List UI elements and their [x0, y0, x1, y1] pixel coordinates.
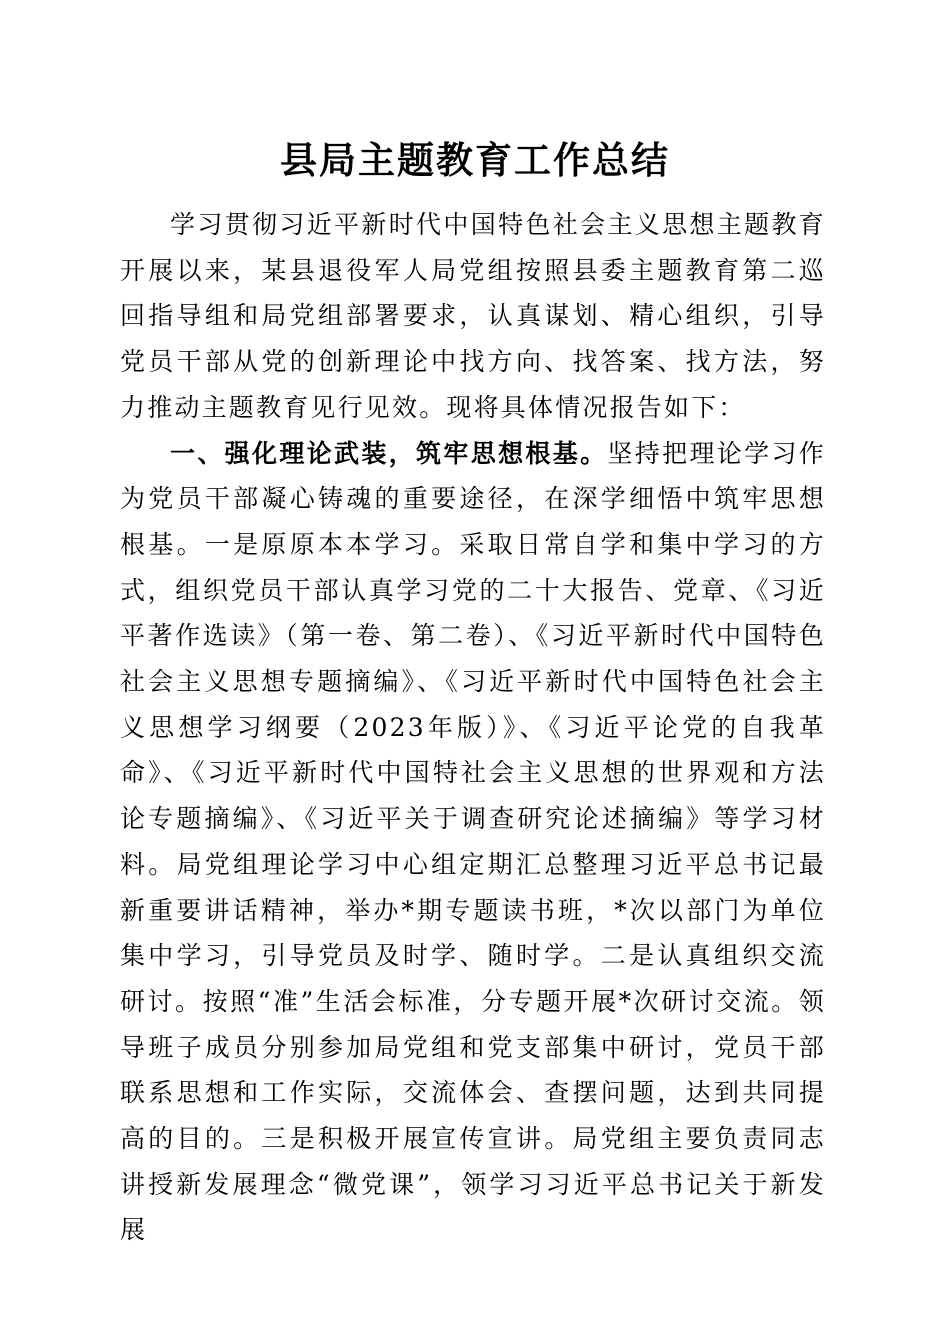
section-one-paragraph — [120, 431, 826, 1254]
section-heading: 一、强化理论武装，筑牢思想根基。 — [170, 438, 608, 468]
intro-paragraph — [120, 202, 826, 431]
document-title: 县局主题教育工作总结 — [280, 138, 670, 182]
paragraph-text: 坚持把理论学习作为党员干部凝心铸魂的重要途径，在深学细悟中筑牢思想根基。一是原原本本学习。采取日常自学和集中学习的方式，组织党员干部认真学习党的二十大报告、党章、《习近平著作选读》（第一卷、第二卷）、《习近平新时代中国特色社会主义思想专题摘编》、《习近平新时代中国特色社会主义思想学习纲要（2023年版）》、《习近平论党的自我革命》、《习近平新时代中国特社会主义思想的世界观和方法论专题摘编》、《习近平关于调查研究论述摘编》等学习材料。局党组理论学习中心组定期汇总整理习近平总书记最新重要讲话精神，举办*期专题读书班，*次以部门为单位集中学习，引导党员及时学、随时学。二是认真组织交流研讨。按照“准”生活会标准，分专题开展*次研讨交流。领导班子成员分别参加局党组和党支部集中研讨，党员干部联系思想和工作实际，交流体会、查摆问题，达到共同提高的目的。三是积极开展宣传宣讲。局党组主要负责同志讲授新发展理念“微党课”，领学习习近平总书记关于新发展 — [120, 438, 826, 1245]
document-body — [120, 202, 826, 1253]
paragraph-text: 学习贯彻习近平新时代中国特色社会主义思想主题教育开展以来，某县退役军人局党组按照县委主题教育第二巡回指导组和局党组部署要求，认真谋划、精心组织，引导党员干部从党的创新理论中找方向、找答案、找方法，努力推动主题教育见行见效。现将具体情况报告如下： — [120, 210, 826, 422]
